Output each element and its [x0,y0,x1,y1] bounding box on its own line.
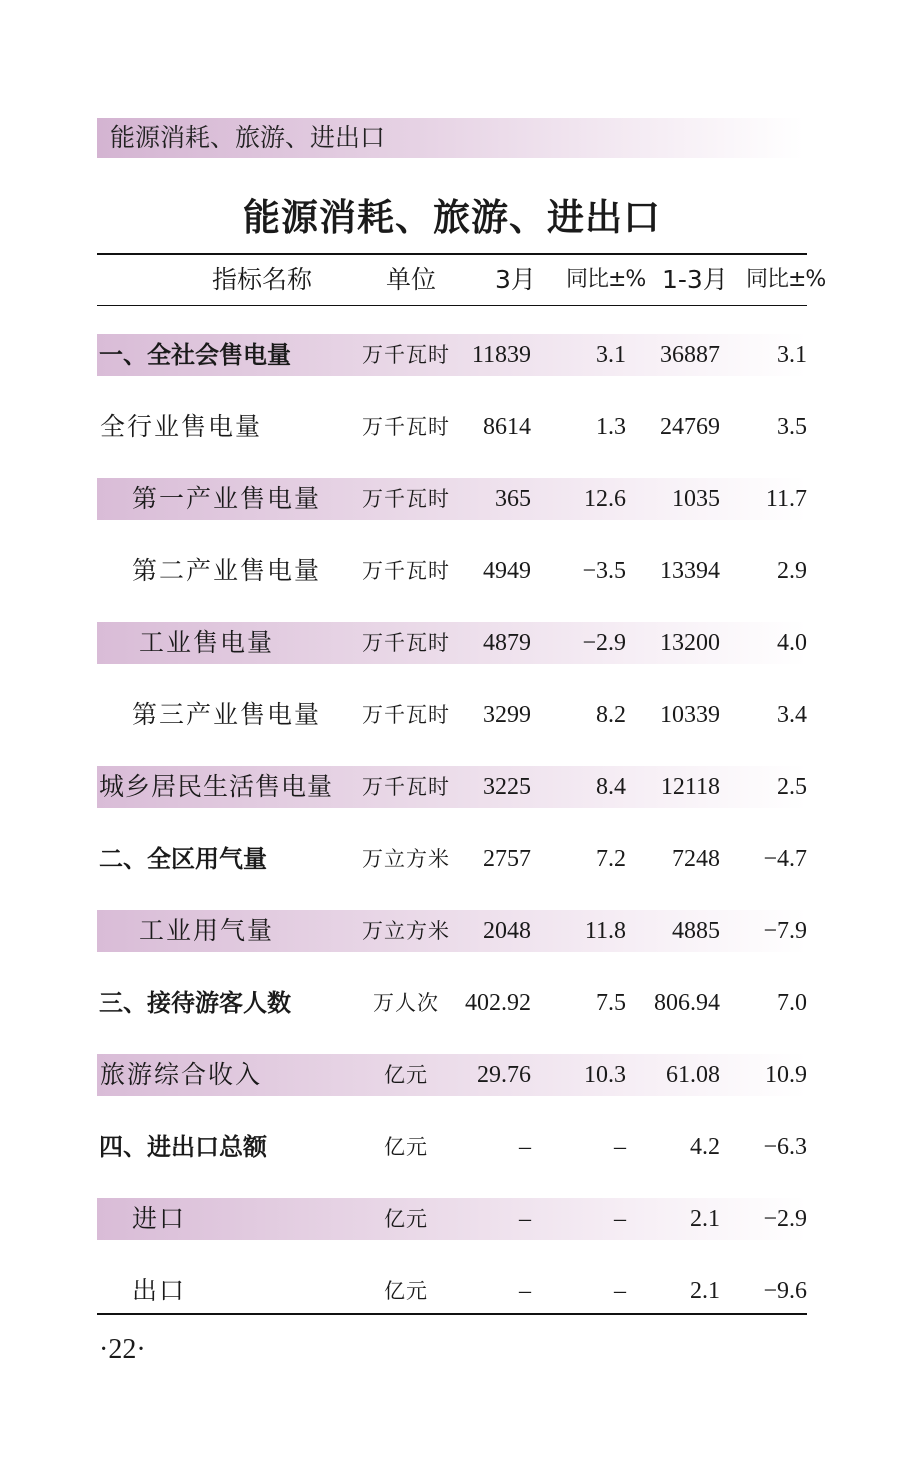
row-month-yoy: 12.6 [584,486,626,512]
table-row [97,334,807,376]
row-cumulative-yoy: 2.5 [777,774,807,800]
row-unit: 亿元 [384,1063,428,1087]
row-month-yoy: 8.2 [596,702,626,728]
row-month-yoy: – [614,1206,626,1232]
table-row [97,910,807,952]
row-month: 4949 [483,558,531,584]
row-name: 四、进出口总额 [99,1133,267,1161]
table-row [97,694,807,736]
table-row [97,478,807,520]
row-month: – [519,1134,531,1160]
row-month-yoy: – [614,1134,626,1160]
row-month: 4879 [483,630,531,656]
row-cumulative: 7248 [672,846,720,872]
row-cumulative-yoy: 10.9 [765,1062,807,1088]
row-unit: 万千瓦时 [362,703,450,727]
row-month-yoy: 8.4 [596,774,626,800]
row-cumulative: 4.2 [690,1134,720,1160]
page-title: 能源消耗、旅游、进出口 [243,195,661,239]
row-cumulative: 36887 [660,342,720,368]
row-name: 一、全社会售电量 [99,341,291,369]
row-cumulative-yoy: 11.7 [765,486,807,512]
row-cumulative-yoy: −4.7 [763,846,807,872]
table-row [97,406,807,448]
row-cumulative-yoy: 4.0 [777,630,807,656]
row-cumulative: 12118 [660,774,720,800]
row-unit: 万千瓦时 [362,559,450,583]
row-month: 3225 [483,774,531,800]
row-name: 第二产业售电量 [132,556,322,585]
row-cumulative: 4885 [672,918,720,944]
column-header-name: 指标名称 [212,265,313,294]
table-row [97,766,807,808]
row-cumulative: 1035 [672,486,720,512]
row-month-yoy: 7.2 [596,846,626,872]
row-name: 第一产业售电量 [132,484,322,513]
row-month: 2048 [483,918,531,944]
column-header-month-yoy: 同比±% [566,267,646,292]
row-name: 第三产业售电量 [132,700,322,729]
table-top-rule [97,253,807,255]
row-name: 二、全区用气量 [99,845,267,873]
row-cumulative: 2.1 [690,1206,720,1232]
row-cumulative: 24769 [660,414,720,440]
table-bottom-rule [97,1313,807,1315]
row-cumulative-yoy: 3.4 [777,702,807,728]
row-unit: 万千瓦时 [362,343,450,367]
row-name: 工业用气量 [139,916,275,945]
row-month: 29.76 [477,1062,531,1088]
row-unit: 亿元 [384,1135,428,1159]
row-month: 365 [495,486,531,512]
row-unit: 亿元 [384,1279,428,1303]
table-header-rule [97,305,807,306]
row-cumulative-yoy: 7.0 [777,990,807,1016]
row-name: 进口 [132,1204,187,1233]
row-unit: 万立方米 [362,847,450,871]
row-unit: 万千瓦时 [362,775,450,799]
row-cumulative-yoy: 3.5 [777,414,807,440]
row-month: – [519,1206,531,1232]
row-cumulative: 13200 [660,630,720,656]
row-cumulative-yoy: −7.9 [763,918,807,944]
table-row [97,550,807,592]
row-unit: 万千瓦时 [362,415,450,439]
row-month-yoy: 3.1 [596,342,626,368]
column-header-cumulative: 1-3月 [662,265,728,294]
row-month: – [519,1278,531,1304]
table-row [97,1054,807,1096]
row-month-yoy: 10.3 [584,1062,626,1088]
row-cumulative-yoy: 3.1 [777,342,807,368]
page-number: ·22· [99,1334,146,1365]
row-month: 11839 [471,342,531,368]
row-name: 三、接待游客人数 [99,989,291,1017]
row-unit: 万千瓦时 [362,631,450,655]
row-cumulative: 61.08 [666,1062,720,1088]
row-month-yoy: – [614,1278,626,1304]
row-month-yoy: 11.8 [584,918,626,944]
row-name: 工业售电量 [139,628,275,657]
row-name: 城乡居民生活售电量 [99,772,334,801]
row-cumulative-yoy: 2.9 [777,558,807,584]
row-cumulative-yoy: −6.3 [763,1134,807,1160]
row-cumulative-yoy: −2.9 [763,1206,807,1232]
row-unit: 万人次 [373,991,439,1015]
row-month: 3299 [483,702,531,728]
row-month: 8614 [483,414,531,440]
row-name: 出口 [132,1276,187,1305]
row-month-yoy: 7.5 [596,990,626,1016]
row-month: 402.92 [465,990,531,1016]
row-cumulative-yoy: −9.6 [763,1278,807,1304]
row-month-yoy: −2.9 [582,630,626,656]
column-header-cumulative-yoy: 同比±% [746,267,826,292]
table-row [97,838,807,880]
section-header: 能源消耗、旅游、进出口 [110,123,386,152]
row-month-yoy: −3.5 [582,558,626,584]
row-name: 全行业售电量 [100,412,263,441]
table-row [97,1270,807,1312]
column-header-month: 3月 [495,265,536,294]
row-month: 2757 [483,846,531,872]
row-cumulative: 13394 [660,558,720,584]
row-unit: 亿元 [384,1207,428,1231]
row-month-yoy: 1.3 [596,414,626,440]
column-header-unit: 单位 [386,265,437,294]
row-cumulative: 10339 [660,702,720,728]
table-row [97,1126,807,1168]
row-cumulative: 2.1 [690,1278,720,1304]
row-unit: 万千瓦时 [362,487,450,511]
row-cumulative: 806.94 [654,990,720,1016]
row-name: 旅游综合收入 [100,1060,263,1089]
table-row [97,1198,807,1240]
row-unit: 万立方米 [362,919,450,943]
table-row [97,622,807,664]
table-row [97,982,807,1024]
